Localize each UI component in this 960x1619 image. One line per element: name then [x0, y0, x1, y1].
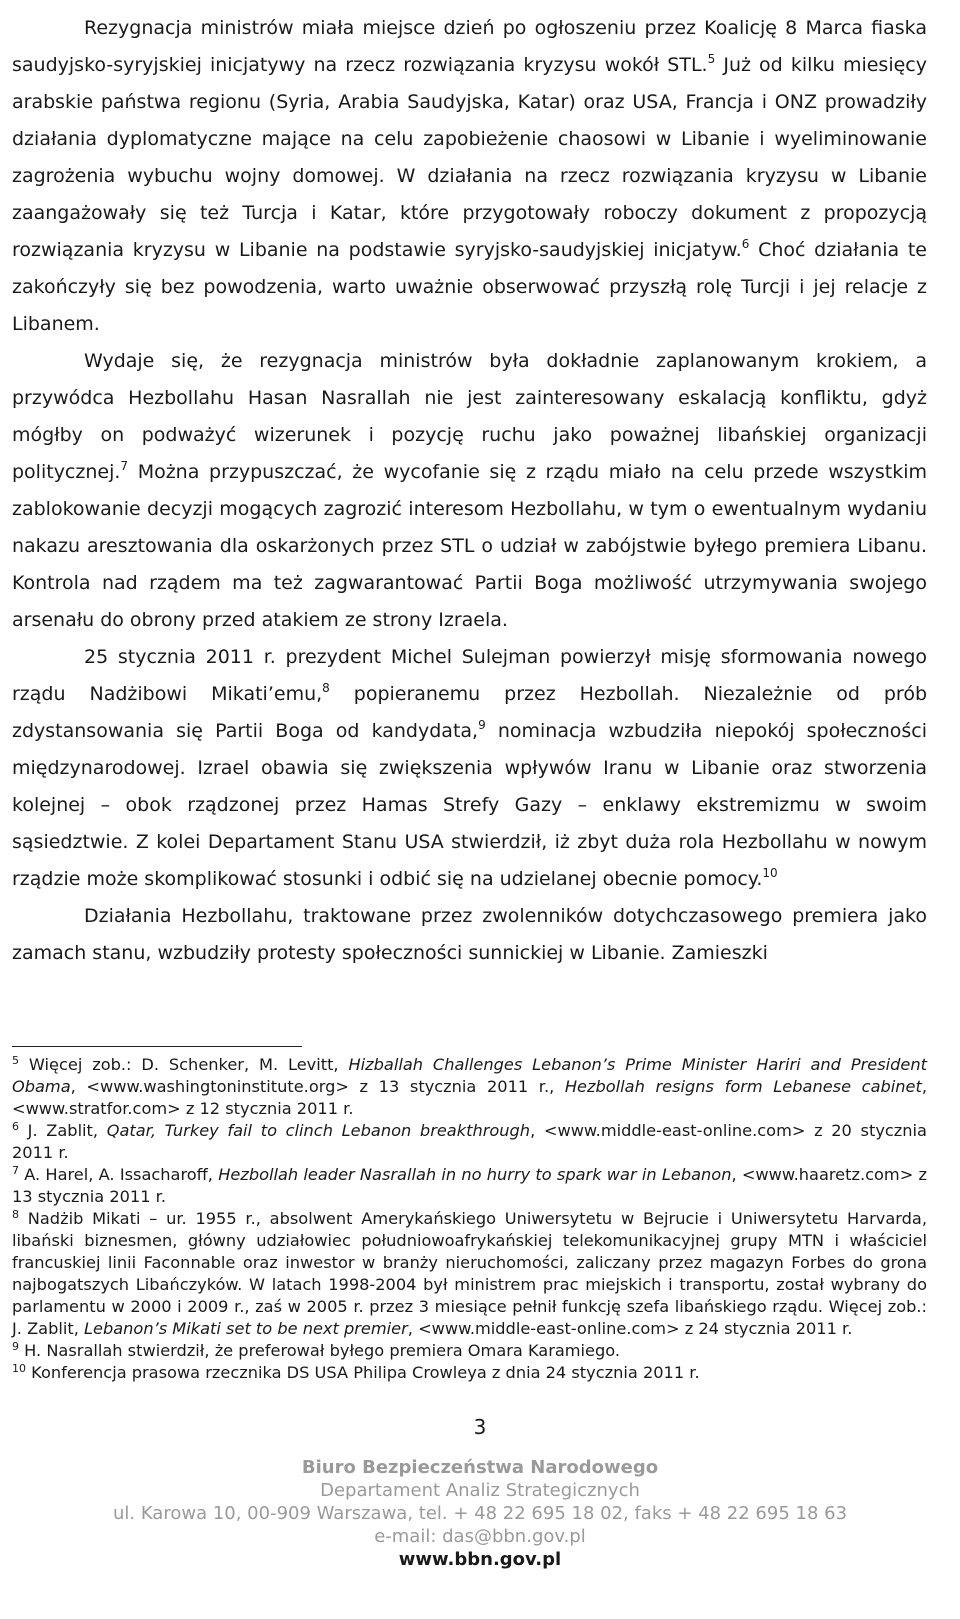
- footnote-text: , <www.middle-east-online.com> z 24 stycznia 2011 r.: [407, 1319, 853, 1338]
- footnote-text: Nadżib Mikati – ur. 1955 r., absolwent Amerykańskiego Uniwersytetu w Bejrucie i Uniwersytetu Harvarda, libański biznesmen, główny udziałowiec południowoafrykańskiej telekomunikacyjnej grupy MTN i właściciel francuskiej linii Faconnable oraz inwestor w branży nieruchomości, zaliczany przez magazyn Forbes do grona najbogatszych Libańczyków. W latach 1998-2004 był ministrem prac miejskich i transportu, został wybrany do parlamentu w 2000 i 2009 r., zaś w 2005 r. przez 3 miesiące pełnił funkcję szefa libańskiego rządu. Więcej zob.: J. Zablit,: [12, 1209, 927, 1338]
- paragraph-4: [12, 898, 927, 972]
- footnote-ref-8[interactable]: 8: [322, 681, 330, 695]
- footnote-ref-5[interactable]: 5: [707, 52, 716, 66]
- footnote-title: Hizballah Challenges Lebanon’s Prime Minister Hariri and President Obama: [12, 1055, 927, 1096]
- footnote-number: 8: [12, 1208, 19, 1221]
- footnote-text: Więcej zob.: D. Schenker, M. Levitt,: [19, 1055, 349, 1074]
- footnote-text: Konferencja prasowa rzecznika DS USA Philipa Crowleya z dnia 24 stycznia 2011 r.: [26, 1363, 700, 1382]
- footnote-text: A. Harel, A. Issacharoff,: [19, 1165, 219, 1184]
- footnote-9: [12, 1340, 927, 1362]
- paragraph-text: Działania Hezbollahu, traktowane przez zwolenników dotychczasowego premiera jako zamach stanu, wzbudziły protesty społeczności sunnickiej w Libanie. Zamieszki: [12, 905, 927, 964]
- paragraph-text: Rezygnacja ministrów miała miejsce dzień po ogłoszeniu przez Koalicję 8 Marca fiaska saudyjsko-syryjskiej inicjatywy na rzecz rozwiązania kryzysu wokół STL.: [12, 17, 927, 76]
- footnote-ref-10[interactable]: 10: [762, 866, 778, 880]
- paragraph-1: [12, 10, 927, 343]
- paragraph-3: [12, 639, 927, 898]
- paragraph-text: popieranemu przez Hezbollah. Niezależnie od prób zdystansowania się Partii Boga od kandydata,: [12, 683, 928, 742]
- footnote-title: Hezbollah resigns form Lebanese cabinet: [564, 1077, 922, 1096]
- page-number: 3: [473, 1415, 487, 1439]
- footnote-text: , <www.stratfor.com> z 12 stycznia 2011 r.: [12, 1077, 927, 1118]
- footnote-text: , <www.middle-east-online.com> z 20 stycznia 2011 r.: [12, 1121, 927, 1162]
- footnote-title: Qatar, Turkey fail to clinch Lebanon breakthrough: [106, 1121, 531, 1140]
- paragraph-text: Wydaje się, że rezygnacja ministrów była dokładnie zaplanowanym krokiem, a przywódca Hezbollahu Hasan Nasrallah nie jest zainteresowany eskalacją konfliktu, gdyż mógłby on podważyć wizerunek i pozycję ruchu jako poważnej libańskiej organizacji politycznej.: [12, 350, 927, 483]
- paragraph-text: nominacja wzbudziła niepokój społeczności międzynarodowej. Izrael obawia się zwiększenia wpływów Iranu w Libanie oraz stworzenia kolejnej – obok rządzonej przez Hamas Strefy Gazy – enklawy ekstremizmu w swoim sąsiedztwie. Z kolei Departament Stanu USA stwierdził, iż zbyt duża rola Hezbollahu w nowym rządzie może skomplikować stosunki i odbić się na udzielanej obecnie pomocy.: [12, 720, 927, 890]
- footer-organization: Biuro Bezpieczeństwa Narodowego: [301, 1457, 659, 1478]
- footnote-ref-9[interactable]: 9: [478, 718, 486, 732]
- footnote-text: J. Zablit,: [19, 1121, 107, 1140]
- footer-department: Departament Analiz Strategicznych: [320, 1480, 640, 1501]
- footnote-number: 10: [12, 1362, 26, 1375]
- footnote-6: [12, 1120, 927, 1164]
- paragraph-text: Można przypuszczać, że wycofanie się z rządu miało na celu przede wszystkim zablokowanie decyzji mogących zagrozić interesom Hezbollahu, w tym o ewentualnym wydaniu nakazu aresztowania dla oskarżonych przez STL o udział w zabójstwie byłego premiera Libanu. Kontrola nad rządem ma też zagwarantować Partii Boga możliwość utrzymywania swojego arsenału do obrony przed atakiem ze strony Izraela.: [12, 461, 927, 631]
- document-body: [12, 0, 927, 972]
- footer-email[interactable]: e-mail: das@bbn.gov.pl: [374, 1526, 586, 1547]
- footnote-8: [12, 1208, 927, 1340]
- paragraph-2: [12, 343, 927, 639]
- footer-website-link[interactable]: www.bbn.gov.pl: [398, 1549, 562, 1570]
- footnote-text: , <www.haaretz.com> z 13 stycznia 2011 r.: [12, 1165, 927, 1206]
- page-footer: [0, 1456, 960, 1571]
- paragraph-text: Choć działania te zakończyły się bez powodzenia, warto uważnie obserwować przyszłą rolę Turcji i jej relacje z Libanem.: [12, 239, 927, 335]
- footnote-number: 5: [12, 1054, 19, 1067]
- footnote-10: [12, 1362, 927, 1384]
- footnote-number: 6: [12, 1120, 19, 1133]
- footnote-ref-6[interactable]: 6: [741, 237, 750, 251]
- paragraph-text: 25 stycznia 2011 r. prezydent Michel Sulejman powierzył misję sformowania nowego rządu Nadżibowi Mikati’emu,: [12, 646, 927, 705]
- footnote-7: [12, 1164, 927, 1208]
- footnote-title: Hezbollah leader Nasrallah in no hurry to spark war in Lebanon: [218, 1165, 732, 1184]
- footnote-5: [12, 1054, 927, 1120]
- footnote-separator: [12, 1046, 302, 1047]
- footnotes: [12, 1054, 927, 1384]
- footnote-title: Lebanon’s Mikati set to be next premier: [83, 1319, 408, 1338]
- footnote-ref-7[interactable]: 7: [120, 459, 129, 473]
- footnote-number: 9: [12, 1340, 19, 1353]
- paragraph-text: Już od kilku miesięcy arabskie państwa regionu (Syria, Arabia Saudyjska, Katar) oraz USA, Francja i ONZ prowadziły działania dyplomatyczne mające na celu zapobieżenie chaosowi w Libanie i wyeliminowanie zagrożenia wybuchu wojny domowej. W działania na rzecz rozwiązania kryzysu w Libanie zaangażowały się też Turcja i Katar, które przygotowały roboczy dokument z propozycją rozwiązania kryzysu w Libanie na podstawie syryjsko-saudyjskiej inicjatyw.: [12, 54, 927, 261]
- footnote-number: 7: [12, 1164, 19, 1177]
- footnote-text: , <www.washingtoninstitute.org> z 13 stycznia 2011 r.,: [70, 1077, 565, 1096]
- footnote-text: H. Nasrallah stwierdził, że preferował byłego premiera Omara Karamiego.: [19, 1341, 621, 1360]
- footer-address: ul. Karowa 10, 00-909 Warszawa, tel. + 48 22 695 18 02, faks + 48 22 695 18 63: [112, 1503, 848, 1524]
